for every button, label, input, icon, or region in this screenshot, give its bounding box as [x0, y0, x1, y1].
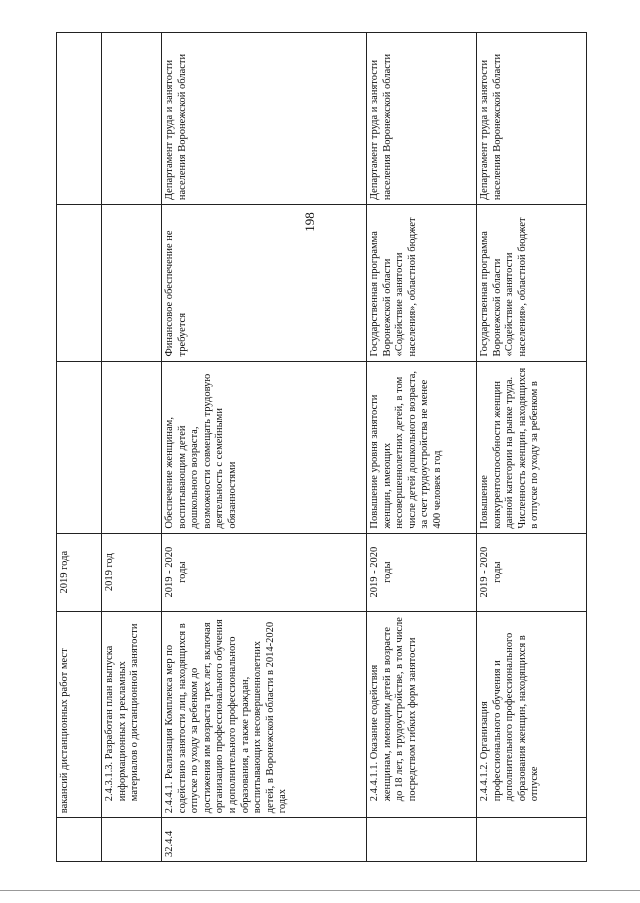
cell-num — [57, 818, 102, 862]
cell-result — [57, 361, 102, 533]
cell-activity: 2.4.3.1.3. Разработан план выпуска информационных и рекламных материалов о дистанционной занятости — [102, 611, 162, 817]
cell-executor: Департамент труда и занятости населения Воронежской области — [477, 33, 587, 205]
cell-num — [367, 818, 477, 862]
page-number: 198 — [301, 212, 317, 232]
cell-financing — [57, 205, 102, 361]
table-row — [367, 33, 477, 862]
cell-activity: 2.4.4.1.1. Оказание содействия женщинам, имеющим детей в возрасте до 18 лет, в трудоустройстве, в том числе посредством гибких форм занятости — [367, 611, 477, 817]
cell-num — [102, 818, 162, 862]
cell-activity: 2.4.4.1.2. Организация профессионального обучения и дополнительного профессионального образования женщин, находящихся в отпуске — [477, 611, 587, 817]
cell-period: 2019 года — [57, 533, 102, 611]
rotated-table-wrapper — [56, 32, 541, 862]
measures-table — [56, 32, 587, 862]
cell-result: Обеспечение женщинам, воспитывающим детей дошкольного возраста, возможности совмещать трудовую деятельность с семейными обязанностями — [162, 361, 367, 533]
cell-financing: Государственная программа Воронежской области «Содействие занятости населения», областной бюджет — [367, 205, 477, 361]
table-row — [162, 33, 367, 862]
cell-executor — [57, 33, 102, 205]
cell-executor: Департамент труда и занятости населения Воронежской области — [162, 33, 367, 205]
cell-period: 2019 - 2020 годы — [477, 533, 587, 611]
page-bottom-rule — [0, 890, 640, 891]
cell-result: Повышение уровня занятости женщин, имеющих несовершеннолетних детей, в том числе детей дошкольного возраста, за счет трудоустройства не менее 400 человек в год — [367, 361, 477, 533]
cell-financing — [102, 205, 162, 361]
cell-activity: 2.4.4.1. Реализация Комплекса мер по содействию занятости лиц, находящихся в отпуске по уходу за ребенком до достижения им возраста трех лет, включая организацию профессионального обучения и дополнительного профессионального образования, а также граждан, воспитывающих несовершеннолетних детей, в Воронежской области в 2014-2020 годах — [162, 611, 367, 817]
cell-executor — [102, 33, 162, 205]
cell-financing: Финансовое обеспечение не требуется — [162, 205, 367, 361]
cell-financing: Государственная программа Воронежской области «Содействие занятости населения», областной бюджет — [477, 205, 587, 361]
cell-num — [477, 818, 587, 862]
cell-period: 2019 год — [102, 533, 162, 611]
table-row — [57, 33, 102, 862]
cell-result — [102, 361, 162, 533]
cell-period: 2019 - 2020 годы — [162, 533, 367, 611]
cell-period: 2019 - 2020 годы — [367, 533, 477, 611]
cell-activity: вакансий дистанционных работ мест — [57, 611, 102, 817]
table-row — [477, 33, 587, 862]
cell-executor: Департамент труда и занятости населения Воронежской области — [367, 33, 477, 205]
table-row — [102, 33, 162, 862]
cell-result: Повышение конкурентоспособности женщин данной категории на рынке труда. Численность женщин, находящихся в отпуске по уходу за ребенком в — [477, 361, 587, 533]
cell-num: 32.4.4 — [162, 818, 367, 862]
